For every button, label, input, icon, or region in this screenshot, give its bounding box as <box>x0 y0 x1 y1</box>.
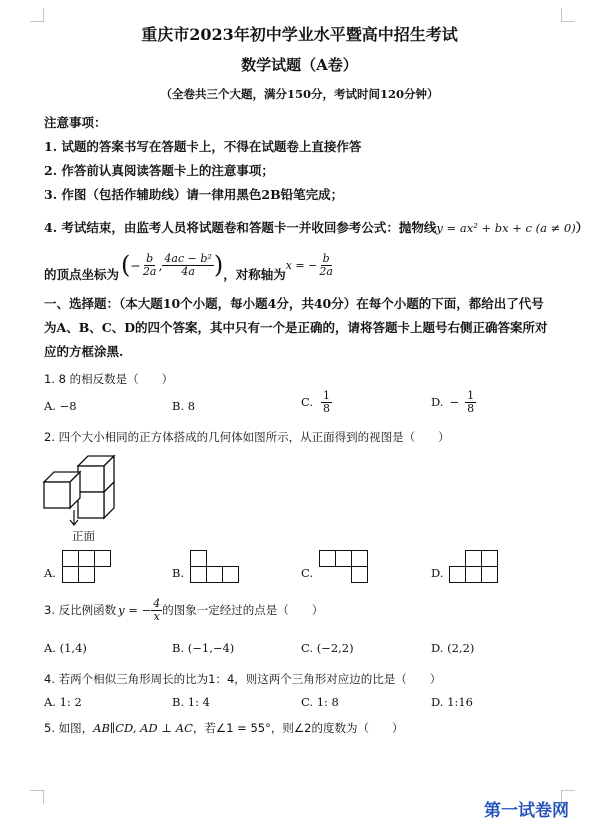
q2-front-label: 正面 <box>72 529 95 543</box>
note-4 <box>44 218 588 236</box>
q5-stem-mid: ，若∠1 = 55°，则∠2的度数为（ ） <box>192 721 404 735</box>
q5-stem-pre: 5. 如图， <box>44 721 94 735</box>
q2-option-a-label[interactable]: A. <box>44 566 56 580</box>
q2-option-b-view[interactable] <box>190 550 241 584</box>
q1-option-d-sign: − <box>449 395 460 410</box>
q2-option-c-label[interactable]: C. <box>301 566 314 580</box>
crop-mark-top-left <box>30 8 44 22</box>
q3-option-a[interactable]: A. (1,4) <box>44 641 87 655</box>
note-2: 2. 作答前认真阅读答题卡上的注意事项； <box>44 163 274 178</box>
notes-heading: 注意事项： <box>44 115 107 130</box>
q3-option-d[interactable]: D. (2,2) <box>431 641 475 655</box>
exam-info: （全卷共三个大题，满分150分，考试时间120分钟） <box>160 87 439 101</box>
vertex-y-fraction: $\frac{\text{4ac − b²}}{4a}$ <box>164 251 212 278</box>
crop-mark-bottom-left <box>30 790 44 804</box>
q1-option-c-fraction: $\frac{1}{8}$ <box>323 389 331 415</box>
q4-stem: 4. 若两个相似三角形周长的比为1：4，则这两个三角形对应边的比是（ ） <box>44 672 442 686</box>
q1-option-c[interactable] <box>301 390 332 414</box>
axis-text: ，对称轴为 <box>223 267 286 282</box>
q4-option-b[interactable]: B. 1: 4 <box>172 695 210 709</box>
q3-function: y = − <box>118 603 152 618</box>
q1-option-c-label: C. <box>301 395 314 410</box>
crop-mark-top-right <box>561 8 575 22</box>
section1-line3: 应的方框涂黑. <box>44 344 124 359</box>
q2-option-b-label[interactable]: B. <box>172 566 185 580</box>
note-1: 1. 试题的答案书写在答题卡上，不得在试题卷上直接作答 <box>44 139 362 154</box>
watermark-logo: 第一试卷网 <box>484 801 569 821</box>
vertex-prefix: 的顶点坐标为 <box>44 267 120 282</box>
q2-option-a-view[interactable] <box>62 550 113 584</box>
section1-line1: 一、选择题：（本大题10个小题，每小题4分，共40分）在每个小题的下面，都给出了代号 <box>44 296 544 311</box>
q2-option-d-label[interactable]: D. <box>431 566 444 580</box>
axis-fraction: $\frac{b}{2a}$ <box>319 251 333 278</box>
q3-function-fraction: $\frac{4}{x}$ <box>153 597 161 623</box>
vertex-x-fraction: $\frac{b}{2a}$ <box>142 251 157 278</box>
parabola-formula: y = ax² + bx + c (a ≠ 0) <box>436 221 576 235</box>
front-arrow-icon <box>64 508 84 528</box>
q3-stem <box>44 598 323 622</box>
q1-option-d[interactable] <box>431 390 476 414</box>
exam-title: 重庆市2023年初中学业水平暨高中招生考试 <box>141 25 458 44</box>
note-4-text: 4. 考试结束，由监考人员将试题卷和答题卡一并收回参考公式：抛物线 <box>44 220 437 235</box>
q3-stem-post: 的图象一定经过的点是（ ） <box>162 603 324 618</box>
q1-option-d-fraction: $\frac{1}{8}$ <box>467 389 475 415</box>
vertex-line: 的顶点坐标为 ( − $\frac{b}{2a}$ , $\frac{\text{4ac − b²}}{4a}$ ) ，对称轴为 x = − $\frac{b}{2a}$ <box>44 251 333 282</box>
q1-option-b[interactable]: B. 8 <box>172 399 196 413</box>
q4-option-d[interactable]: D. 1:16 <box>431 695 473 709</box>
section1-line2: 为A、B、C、D的四个答案，其中只有一个是正确的，请将答题卡上题号右侧正确答案所对 <box>44 320 548 335</box>
q5-math: AB∥CD, AD ⊥ AC <box>93 721 193 735</box>
q5-stem <box>44 720 403 736</box>
q1-option-d-label: D. <box>431 395 444 410</box>
note-3: 3. 作图（包括作辅助线）请一律用黑色2B铅笔完成； <box>44 187 344 202</box>
q3-stem-pre: 3. 反比例函数 <box>44 603 117 618</box>
q4-option-a[interactable]: A. 1: 2 <box>44 695 82 709</box>
exam-subtitle: 数学试题（A卷） <box>241 56 358 74</box>
q2-option-c-view[interactable] <box>319 550 370 584</box>
q3-option-c[interactable]: C. (−2,2) <box>301 641 354 655</box>
note-4-close: ） <box>575 220 589 235</box>
q2-stem: 2. 四个大小相同的正方体搭成的几何体如图所示，从正面得到的视图是（ ） <box>44 430 450 444</box>
axis-x: x = − <box>285 258 318 272</box>
q4-option-c[interactable]: C. 1: 8 <box>301 695 339 709</box>
q3-option-b[interactable]: B. (−1,−4) <box>172 641 235 655</box>
q1-stem: 1. 8 的相反数是（ ） <box>44 372 174 386</box>
q1-option-a[interactable]: A. −8 <box>44 399 77 413</box>
q2-option-d-view[interactable] <box>449 550 500 584</box>
